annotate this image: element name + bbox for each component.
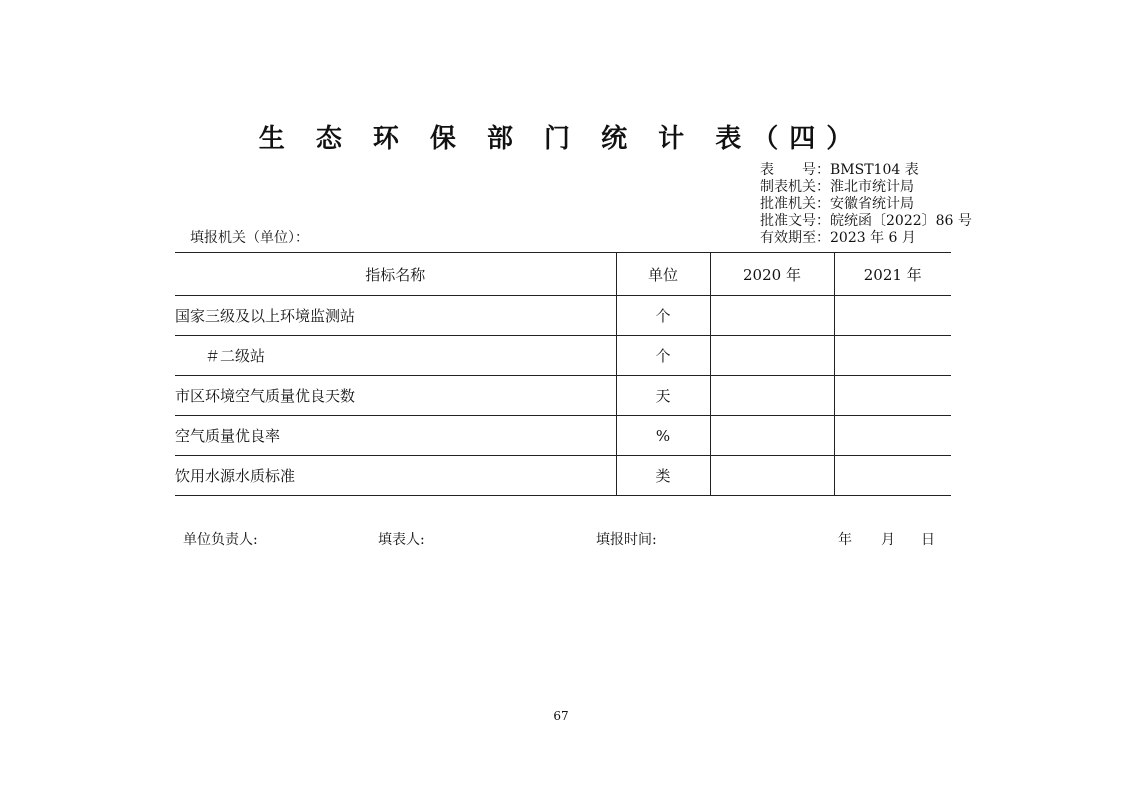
meta-separator: ：: [816, 179, 830, 195]
meta-label: 批准机关: [760, 196, 816, 212]
table-row: [175, 296, 951, 336]
value-2021-cell[interactable]: [834, 336, 951, 376]
meta-row-approval-number: [760, 213, 972, 230]
indicator-unit: 个: [616, 296, 710, 336]
meta-separator: ：: [816, 230, 830, 246]
indicator-unit: 类: [616, 456, 710, 496]
indicator-unit: 个: [616, 336, 710, 376]
meta-value: 淮北市统计局: [830, 179, 914, 195]
footer-month-label: 月: [881, 532, 895, 548]
value-2021-cell[interactable]: [834, 416, 951, 456]
meta-row-valid-until: [760, 230, 972, 247]
footer-year-label: 年: [838, 532, 852, 548]
footer-filler-label: 填表人:: [378, 532, 425, 548]
indicator-name: 市区环境空气质量优良天数: [175, 376, 616, 416]
table-row: [175, 416, 951, 456]
page-number: 67: [553, 709, 569, 723]
table-row: [175, 456, 951, 496]
table-row: [175, 336, 951, 376]
form-meta-block: [760, 162, 972, 247]
value-2020-cell[interactable]: [710, 456, 834, 496]
indicator-name: ＃二级站: [175, 336, 616, 376]
meta-row-approving-authority: [760, 196, 972, 213]
indicator-unit: %: [616, 416, 710, 456]
footer-fill-time-label: 填报时间:: [596, 532, 657, 548]
indicator-name: 国家三级及以上环境监测站: [175, 296, 616, 336]
meta-separator: ：: [816, 213, 830, 229]
value-2021-cell[interactable]: [834, 456, 951, 496]
value-2021-cell[interactable]: [834, 376, 951, 416]
meta-label: 有效期至: [760, 230, 816, 246]
form-title: 生 态 环 保 部 门 统 计 表（四）: [258, 124, 864, 154]
indicator-unit: 天: [616, 376, 710, 416]
value-2020-cell[interactable]: [710, 336, 834, 376]
meta-value: 2023 年 6 月: [830, 230, 916, 246]
header-unit: 单位: [616, 253, 710, 296]
meta-row-issuing-authority: [760, 179, 972, 196]
footer-day-label: 日: [921, 532, 935, 548]
meta-separator: ：: [816, 196, 830, 212]
meta-label: 批准文号: [760, 213, 816, 229]
header-indicator-name: 指标名称: [175, 253, 616, 296]
meta-label: 制表机关: [760, 179, 816, 195]
table-row: [175, 376, 951, 416]
meta-value: 安徽省统计局: [830, 196, 914, 212]
value-2020-cell[interactable]: [710, 376, 834, 416]
value-2020-cell[interactable]: [710, 416, 834, 456]
meta-label: 表号: [760, 162, 816, 178]
table-header-row: [175, 253, 951, 296]
meta-value: BMST104 表: [830, 162, 919, 178]
indicator-name: 饮用水源水质标准: [175, 456, 616, 496]
header-year-2021: 2021 年: [834, 253, 951, 296]
statistics-table: [175, 252, 951, 496]
meta-row-form-number: [760, 162, 972, 179]
meta-value: 皖统函〔2022〕86 号: [830, 213, 972, 229]
meta-separator: ：: [816, 162, 830, 178]
filler-unit-label: 填报机关（单位）：: [190, 230, 309, 246]
footer-unit-head-label: 单位负责人:: [183, 532, 258, 548]
value-2020-cell[interactable]: [710, 296, 834, 336]
header-year-2020: 2020 年: [710, 253, 834, 296]
value-2021-cell[interactable]: [834, 296, 951, 336]
indicator-name: 空气质量优良率: [175, 416, 616, 456]
